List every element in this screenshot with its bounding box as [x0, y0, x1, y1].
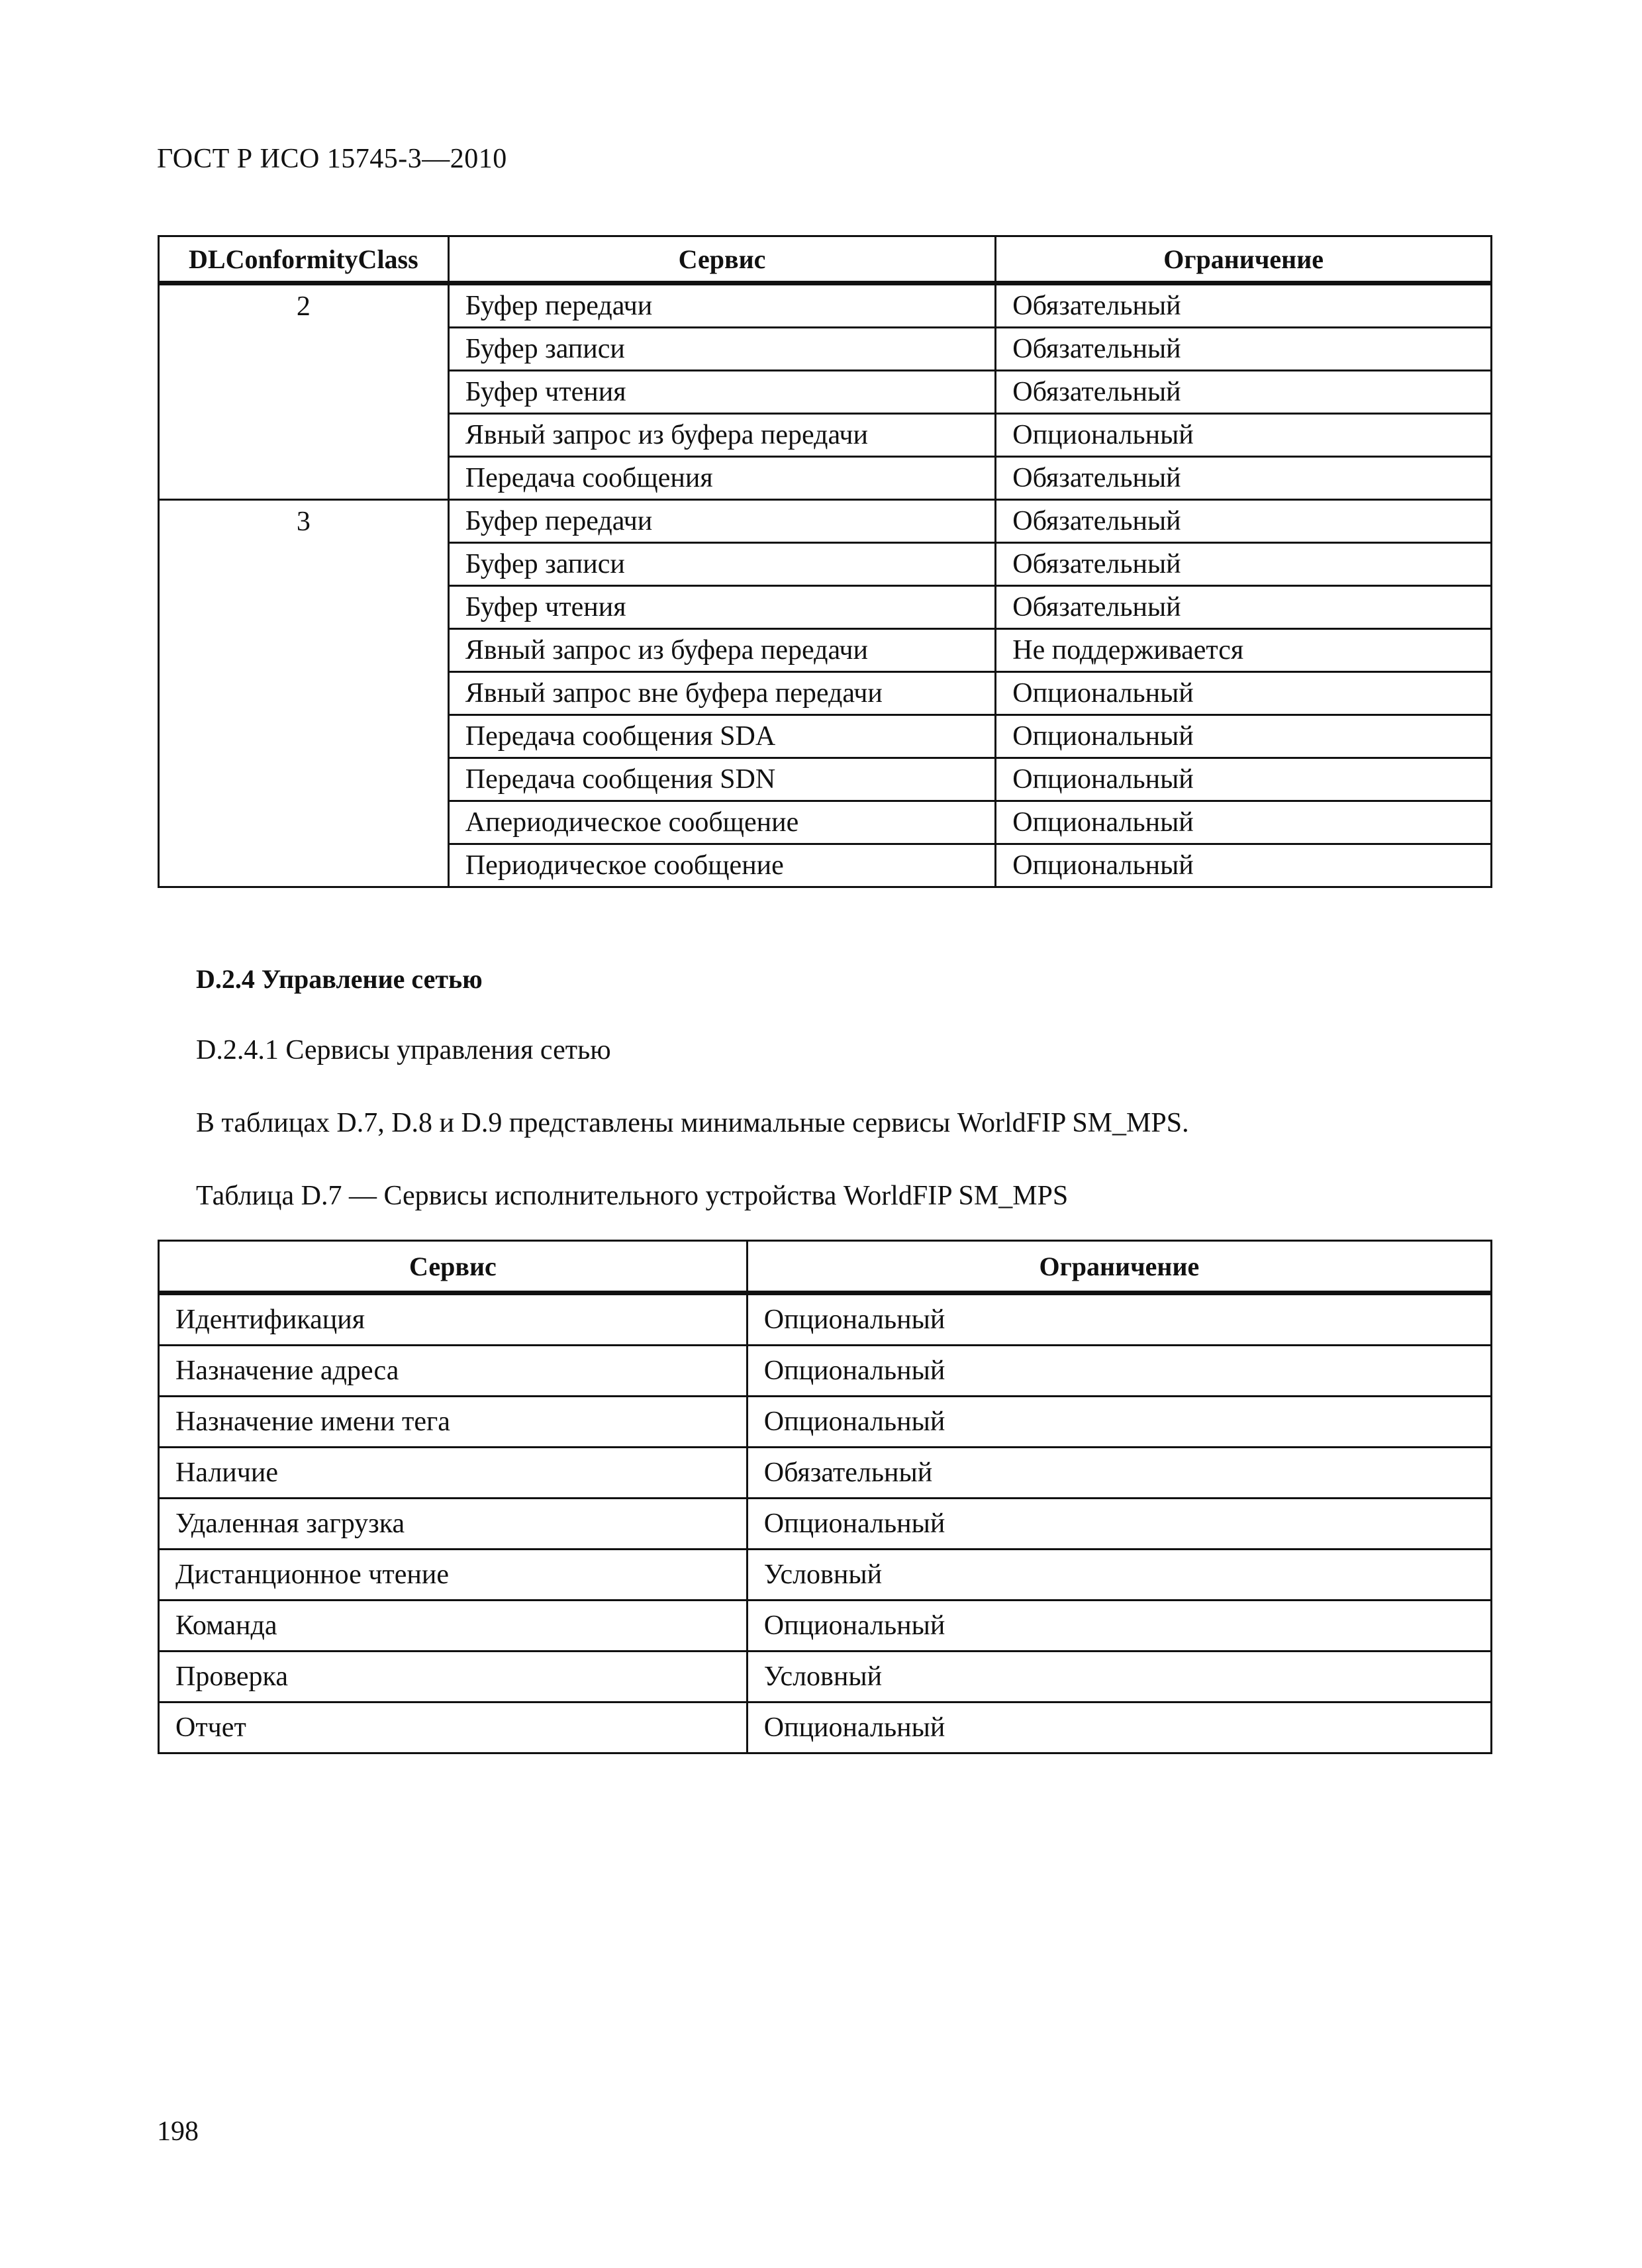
column-header-class: DLConformityClass — [159, 236, 449, 283]
constraint-cell: Обязательный — [996, 457, 1492, 500]
table-header-row — [159, 1241, 1492, 1293]
table-row — [159, 1652, 1492, 1702]
constraint-cell: Опциональный — [996, 672, 1492, 715]
column-header-service: Сервис — [159, 1241, 748, 1293]
service-cell: Периодическое сообщение — [448, 844, 996, 887]
constraint-cell: Опциональный — [747, 1499, 1491, 1550]
table-row — [159, 1550, 1492, 1601]
column-header-service: Сервис — [448, 236, 996, 283]
constraint-cell: Опциональный — [747, 1601, 1491, 1652]
constraint-cell: Обязательный — [996, 283, 1492, 328]
table-row — [159, 1346, 1492, 1397]
service-cell: Буфер чтения — [448, 371, 996, 414]
table-row — [159, 1601, 1492, 1652]
constraint-cell: Опциональный — [747, 1702, 1491, 1753]
constraint-cell: Условный — [747, 1652, 1491, 1702]
column-header-constraint: Ограничение — [747, 1241, 1491, 1293]
constraint-cell: Опциональный — [747, 1397, 1491, 1448]
service-cell: Явный запрос вне буфера передачи — [448, 672, 996, 715]
service-cell: Буфер записи — [448, 543, 996, 586]
table-row — [159, 1702, 1492, 1753]
service-cell: Дистанционное чтение — [159, 1550, 748, 1601]
section-heading: D.2.4 Управление сетью — [196, 964, 483, 994]
table-row — [159, 1397, 1492, 1448]
conformity-class-cell: 3 — [159, 500, 449, 887]
service-cell: Наличие — [159, 1448, 748, 1499]
service-cell: Буфер чтения — [448, 586, 996, 629]
table-row — [159, 500, 1492, 543]
constraint-cell: Не поддерживается — [996, 629, 1492, 672]
service-cell: Буфер передачи — [448, 500, 996, 543]
subsection-heading: D.2.4.1 Сервисы управления сетью — [196, 1035, 611, 1065]
service-cell: Апериодическое сообщение — [448, 801, 996, 844]
service-cell: Отчет — [159, 1702, 748, 1753]
document-header: ГОСТ Р ИСО 15745-3—2010 — [157, 144, 507, 174]
column-header-constraint: Ограничение — [996, 236, 1492, 283]
conformity-class-cell: 2 — [159, 283, 449, 500]
service-cell: Назначение имени тега — [159, 1397, 748, 1448]
constraint-cell: Опциональный — [996, 715, 1492, 758]
table-header-row — [159, 236, 1492, 283]
constraint-cell: Опциональный — [747, 1293, 1491, 1346]
constraint-cell: Опциональный — [747, 1346, 1491, 1397]
constraint-cell: Обязательный — [996, 371, 1492, 414]
service-cell: Буфер записи — [448, 328, 996, 371]
table-caption: Таблица D.7 — Сервисы исполнительного устройства WorldFIP SM_MPS — [196, 1181, 1069, 1211]
service-cell: Назначение адреса — [159, 1346, 748, 1397]
constraint-cell: Обязательный — [996, 543, 1492, 586]
constraint-cell: Опциональный — [996, 801, 1492, 844]
service-cell: Идентификация — [159, 1293, 748, 1346]
constraint-cell: Обязательный — [747, 1448, 1491, 1499]
constraint-cell: Обязательный — [996, 586, 1492, 629]
page-number: 198 — [157, 2116, 199, 2147]
service-cell: Явный запрос из буфера передачи — [448, 629, 996, 672]
service-cell: Буфер передачи — [448, 283, 996, 328]
service-cell: Команда — [159, 1601, 748, 1652]
service-cell: Проверка — [159, 1652, 748, 1702]
constraint-cell: Обязательный — [996, 500, 1492, 543]
service-cell: Явный запрос из буфера передачи — [448, 414, 996, 457]
table-row — [159, 1499, 1492, 1550]
constraint-cell: Опциональный — [996, 758, 1492, 801]
constraint-cell: Опциональный — [996, 414, 1492, 457]
service-cell: Передача сообщения SDN — [448, 758, 996, 801]
table-row — [159, 1293, 1492, 1346]
constraint-cell: Обязательный — [996, 328, 1492, 371]
table-row — [159, 283, 1492, 328]
service-cell: Передача сообщения SDA — [448, 715, 996, 758]
conformity-class-table — [158, 235, 1492, 888]
table-row — [159, 1448, 1492, 1499]
body-paragraph: В таблицах D.7, D.8 и D.9 представлены минимальные сервисы WorldFIP SM_MPS. — [196, 1108, 1189, 1138]
service-cell: Передача сообщения — [448, 457, 996, 500]
service-cell: Удаленная загрузка — [159, 1499, 748, 1550]
constraint-cell: Условный — [747, 1550, 1491, 1601]
constraint-cell: Опциональный — [996, 844, 1492, 887]
sm-mps-services-table — [158, 1240, 1492, 1754]
